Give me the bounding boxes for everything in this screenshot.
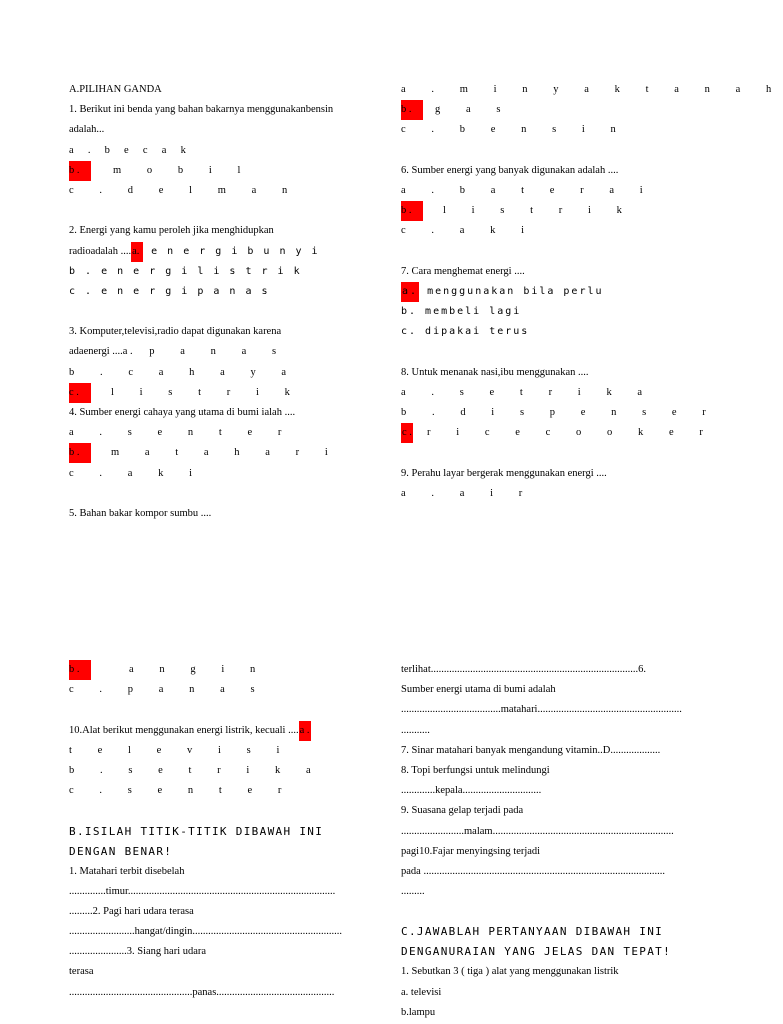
- b7-text: 7. Sinar matahari banyak mengandung vitamin..D...................: [401, 744, 661, 756]
- b8-answer: .............kepala..............................: [401, 785, 542, 797]
- q10-option-b: b . s e t r i k a: [69, 764, 323, 776]
- q6-option-c: c . a k i: [401, 225, 536, 237]
- q4-option-c: c . a k i: [69, 467, 204, 479]
- q9-option-a: a . a i r: [401, 487, 534, 499]
- c1-answer-a: a. televisi: [401, 986, 442, 998]
- q4-option-a: a . s e n t e r: [69, 427, 293, 439]
- right-column-top: [401, 80, 783, 504]
- q5-option-c: c . b e n s i n: [401, 124, 628, 136]
- q9-text: 9. Perahu layar bergerak menggunakan energi ....: [401, 467, 607, 479]
- section-a-title: A.PILIHAN GANDA: [69, 84, 162, 95]
- q3-option-b: b . c a h a y a: [69, 366, 298, 378]
- answer-highlight: c .: [401, 423, 413, 443]
- answer-highlight: a.: [401, 282, 419, 302]
- answer-highlight: b .: [401, 100, 423, 120]
- q6-option-a: a . b a t e r a i: [401, 184, 655, 196]
- left-column-bottom: [69, 660, 369, 1003]
- q2-option-b: b . e n e r g i l i s t r i k: [69, 265, 302, 277]
- q1-option-c: c . d e l m a n: [69, 184, 299, 196]
- section-c-title-cont: DENGANURAIAN YANG JELAS DAN TEPAT!: [401, 945, 672, 959]
- q3-option-c: c . l i s t r i k: [69, 383, 369, 403]
- q10-option-a: t e l e v i s i: [69, 744, 291, 756]
- q2-text-cont: radioadalah ....a. e n e r g i b u n y i: [69, 242, 369, 262]
- q5-option-b: b . g a s: [401, 100, 701, 120]
- b3-text-cont: terasa: [69, 966, 94, 978]
- q8-option-a: a . s e t r i k a: [401, 386, 654, 398]
- b10-answer: pada ............................................................................................: [401, 865, 665, 877]
- answer-highlight: c .: [69, 383, 91, 403]
- answer-highlight: b .: [69, 161, 91, 181]
- q8-option-b: b . d i s p e n s e r: [401, 407, 718, 418]
- q4-text: 4. Sumber energi cahaya yang utama di bumi ialah ....: [69, 407, 296, 418]
- b6-text: Sumber energi utama di bumi adalah: [401, 684, 556, 696]
- b2-text: .........2. Pagi hari udara terasa: [69, 905, 194, 917]
- q6-text: 6. Sumber energi yang banyak digunakan adalah ....: [401, 164, 619, 176]
- section-b-title: B.ISILAH TITIK-TITIK DIBAWAH INI: [69, 824, 324, 838]
- b1-text: 1. Matahari terbit disebelah: [69, 865, 185, 877]
- section-b-title-cont: DENGAN BENAR!: [69, 844, 173, 858]
- b6-answer: ......................................matahari.......................................................: [401, 704, 682, 716]
- q10-option-c: c . s e n t e r: [69, 785, 293, 797]
- b3-answer: ...............................................panas.............................................: [69, 986, 335, 998]
- c1-text: 1. Sebutkan 3 ( tiga ) alat yang menggunakan listrik: [401, 966, 619, 978]
- b2-answer: .........................hangat/dingin.........................................................: [69, 926, 342, 938]
- q1-text-cont: adalah...: [69, 124, 105, 136]
- q2-option-c: c . e n e r g i p a n a s: [69, 285, 270, 297]
- q1-option-a: a . b e c a k: [69, 144, 192, 156]
- q5-option-a: a . m i n y a k t a n a h: [401, 84, 783, 95]
- c1-answer-b: b.lampu: [401, 1006, 436, 1018]
- q10-text: 10.Alat berikut menggunakan energi listrik, kecuali ....a .: [69, 721, 369, 741]
- b8-text: 8. Topi berfungsi untuk melindungi: [401, 764, 550, 776]
- q3-text: 3. Komputer,televisi,radio dapat digunakan karena: [69, 326, 282, 338]
- q2-text: 2. Energi yang kamu peroleh jika menghidupkan: [69, 225, 274, 237]
- q9-option-b: b . a n g i n: [69, 660, 369, 680]
- b5-answer: terlihat...............................................................................6.: [401, 664, 646, 675]
- b6-answer-cont: ...........: [401, 724, 430, 736]
- q8-text: 8. Untuk menanak nasi,ibu menggunakan ....: [401, 366, 589, 378]
- q7-option-b: b. membeli lagi: [401, 306, 522, 318]
- b3-text: ......................3. Siang hari udara: [69, 946, 207, 958]
- b9-text: 9. Suasana gelap terjadi pada: [401, 805, 524, 817]
- q1-option-b: b . m o b i l: [69, 161, 369, 181]
- b1-answer: ..............timur...............................................................................: [69, 885, 336, 897]
- answer-highlight: b .: [401, 201, 423, 221]
- left-column-top: [69, 80, 369, 524]
- b9-answer: ........................malam.....................................................................: [401, 825, 674, 837]
- b10-answer-cont: .........: [401, 886, 425, 898]
- q6-option-b: b . l i s t r i k: [401, 201, 701, 221]
- answer-highlight: b .: [69, 660, 91, 680]
- section-c-title: C.JAWABLAH PERTANYAAN DIBAWAH INI: [401, 925, 664, 939]
- q3-text-cont: adaenergi ....a . p a n a s: [69, 346, 288, 358]
- q5-text: 5. Bahan bakar kompor sumbu ....: [69, 507, 212, 519]
- right-column-bottom: [401, 660, 701, 1023]
- q7-option-a: a. menggunakan bila perlu: [401, 282, 701, 302]
- q1-text: 1. Berikut ini benda yang bahan bakarnya menggunakanbensin: [69, 104, 334, 116]
- answer-highlight: a.: [131, 242, 143, 262]
- q7-option-c: c. dipakai terus: [401, 326, 530, 338]
- answer-highlight: b .: [69, 443, 91, 463]
- answer-highlight: a .: [299, 721, 311, 741]
- q9-option-c: c . p a n a s: [69, 684, 267, 696]
- q7-text: 7. Cara menghemat energi ....: [401, 265, 525, 277]
- b10-text: pagi10.Fajar menyingsing terjadi: [401, 845, 541, 857]
- q4-option-b: b . m a t a h a r i: [69, 443, 369, 463]
- q8-option-c: c . r i c e c o o k e r: [401, 423, 701, 443]
